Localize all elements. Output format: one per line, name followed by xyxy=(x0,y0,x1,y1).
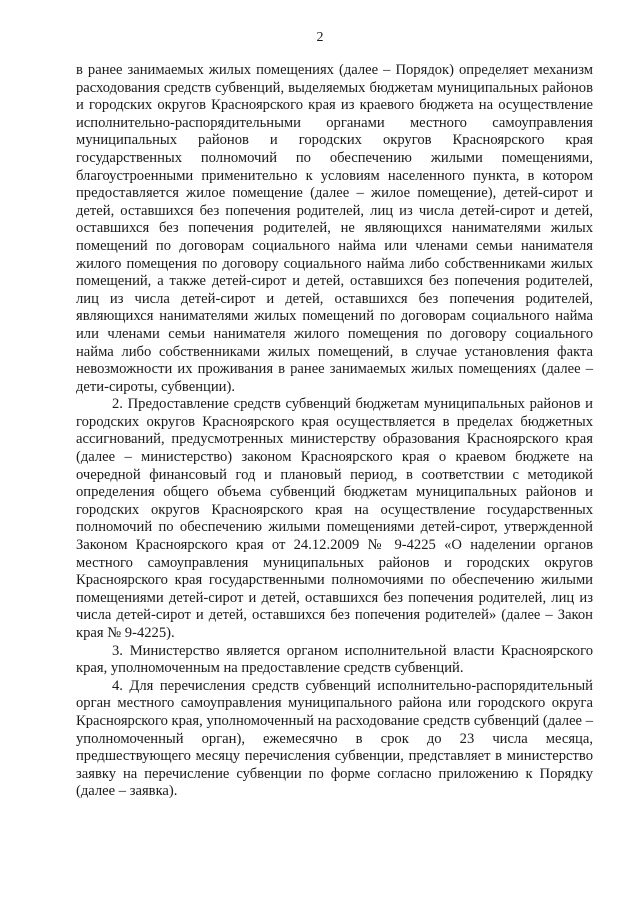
paragraph-2: 2. Предоставление средств субвенций бюджетам муниципальных районов и городских округов Красноярского края осуществляется в пределах бюджетных ассигнований, предусмотренных министерству образования Красноярского края (далее – министерство) законом Красноярского края о краевом бюджете на очередной финансовый год и плановый период, в соответствии с методикой определения общего объема субвенций бюджетам муниципальных районов и городских округов Красноярского края на осуществление государственных полномочий по обеспечению жилыми помещениями детей-сирот, утвержденной Законом Красноярского края от 24.12.2009 № 9-4225 «О наделении органов местного самоуправления муниципальных районов и городских округов Красноярского края государственными полномочиями по обеспечению жилыми помещениями детей-сирот и детей, оставшихся без попечения родителей, лиц из числа детей-сирот и детей, оставшихся без попечения родителей» (далее – Закон края № 9-4225). xyxy=(76,396,593,641)
paragraph-1-continuation: в ранее занимаемых жилых помещениях (далее – Порядок) определяет механизм расходования средств субвенций, выделяемых бюджетам муниципальных районов и городских округов Красноярского края из краевого бюджета на осуществление исполнительно-распорядительными органами местного самоуправления муниципальных районов и городских округов Красноярского края государственных полномочий по обеспечению жилыми помещениями, благоустроенными применительно к условиям населенного пункта, в котором предоставляется жилое помещение (далее – жилое помещение), детей-сирот и детей, оставшихся без попечения родителей, лиц из числа детей-сирот и детей, оставшихся без попечения родителей, не являющихся нанимателями жилых помещений по договорам социального найма или членами семьи нанимателя жилого помещения по договору социального найма либо собственниками жилых помещений, а также детей-сирот и детей, оставшихся без попечения родителей, лиц из числа детей-сирот и детей, оставшихся без попечения родителей, являющихся нанимателями жилых помещений по договорам социального найма или членами семьи нанимателя жилого помещения по договору социального найма либо собственниками жилых помещений, в случае установления факта невозможности их проживания в ранее занимаемых жилых помещениях (далее – дети-сироты, субвенции). xyxy=(76,62,593,395)
page-number: 2 xyxy=(316,30,324,45)
document-body xyxy=(76,62,593,801)
paragraph-3: 3. Министерство является органом исполнительной власти Красноярского края, уполномоченным на предоставление средств субвенций. xyxy=(76,642,593,677)
paragraph-4: 4. Для перечисления средств субвенций исполнительно-распорядительный орган местного самоуправления муниципального района или городского округа Красноярского края, уполномоченный на расходование средств субвенций (далее – уполномоченный орган), ежемесячно в срок до 23 числа месяца, предшествующего месяцу перечисления субвенции, представляет в министерство заявку на перечисление субвенции по форме согласно приложению к Порядку (далее – заявка). xyxy=(76,677,593,800)
